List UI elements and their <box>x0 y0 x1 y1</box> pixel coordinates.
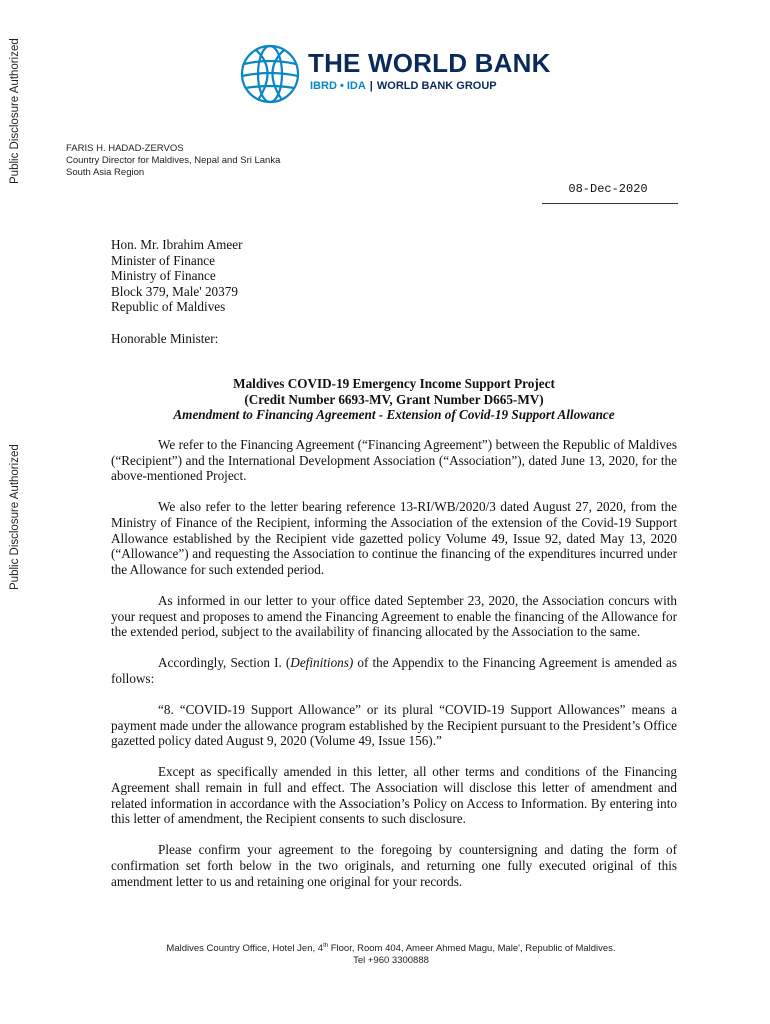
salutation: Honorable Minister: <box>111 331 219 346</box>
paragraph-4 <box>111 655 677 686</box>
paragraph-4-definitions: Definitions) <box>290 655 354 671</box>
subject-block <box>111 376 677 423</box>
brand-subtitle <box>310 80 497 92</box>
footer-address-end: Floor, Room 404, Ameer Ahmed Magu, Male', Republic of Maldives. <box>328 943 616 955</box>
world-bank-logo <box>238 40 558 130</box>
sender-block <box>66 143 280 179</box>
footer-tel: Tel +960 3300888 <box>353 955 429 967</box>
footer-address-sup: th <box>323 943 329 949</box>
sender-title: Country Director for Maldives, Nepal and Sri Lanka <box>66 155 281 166</box>
paragraph-1: We refer to the Financing Agreement (“Financing Agreement”) between the Republic of Maldives (“Recipient”) and the International Development Association (“Association”), dated June 13, 2020, for the above-mentioned Project. <box>111 437 677 484</box>
date-underline <box>542 203 678 204</box>
recipient-ministry: Ministry of Finance <box>111 268 216 284</box>
paragraph-4-start: Accordingly, Section I. ( <box>158 655 291 671</box>
recipient-address <box>111 237 242 315</box>
paragraph-4-end: of the Appendix to the Financing Agreement is amended as follows: <box>111 655 677 686</box>
brand-separator: | <box>369 80 373 92</box>
paragraph-2: We also refer to the letter bearing reference 13-RI/WB/2020/3 dated August 27, 2020, from the Ministry of Finance of the Recipient, informing the Association of the extension of the Covid-19 Support Allowance established by the Recipient vide gazetted policy Volume 49, Issue 92, dated May 13, 2020 (“Allowance”) and requesting the Association to continue the financing of the expenditures incurred under the Allowance for such extended period. <box>111 499 677 577</box>
paragraph-7: Please confirm your agreement to the foregoing by countersigning and dating the form of confirmation set forth below in the two originals, and returning one fully executed original of this amendment letter to us and retaining one original for your records. <box>111 842 677 889</box>
paragraph-3: As informed in our letter to your office dated September 23, 2020, the Association concurs with your request and proposes to amend the Financing Agreement to enable the financing of the Allowance for the extended period, subject to the availability of financing allocated by the Association to the same. <box>111 592 677 640</box>
subject-amendment: Amendment to Financing Agreement - Extension of Covid-19 Support Allowance <box>173 407 615 423</box>
recipient-position: Minister of Finance <box>111 252 216 268</box>
brand-name: THE WORLD BANK <box>308 48 551 78</box>
footer <box>66 940 716 967</box>
subject-credit: (Credit Number 6693-MV, Grant Number D665-MV) <box>244 391 544 407</box>
disclosure-label-middle: Public Disclosure Authorized <box>9 444 21 590</box>
footer-address <box>66 940 716 955</box>
recipient-name: Hon. Mr. Ibrahim Ameer <box>111 237 243 252</box>
disclosure-label-top: Public Disclosure Authorized <box>9 38 21 184</box>
recipient-block: Block 379, Male' 20379 <box>111 283 238 299</box>
subject-title: Maldives COVID-19 Emergency Income Support Project <box>233 376 555 391</box>
brand-ibrd-ida: IBRD • IDA <box>310 80 366 92</box>
recipient-country: Republic of Maldives <box>111 299 226 315</box>
globe-icon <box>238 40 302 106</box>
paragraph-6: Except as specifically amended in this letter, all other terms and conditions of the Financing Agreement shall remain in full and effect. The Association will disclose this letter of amendment and related information in accordance with the Association’s Policy on Access to Information. By entering into this letter of amendment, the Recipient consents to such disclosure. <box>111 764 677 827</box>
sender-name: FARIS H. HADAD-ZERVOS <box>66 143 184 154</box>
brand-group: WORLD BANK GROUP <box>376 80 497 92</box>
letter-body <box>111 437 677 905</box>
letter-date: 08-Dec-2020 <box>568 182 648 196</box>
paragraph-5: “8. “COVID-19 Support Allowance” or its plural “COVID-19 Support Allowances” means a payment made under the allowance program established by the Recipient pursuant to the President’s Office gazetted policy dated August 9, 2020 (Volume 49, Issue 156).” <box>111 702 677 749</box>
footer-address-start: Maldives Country Office, Hotel Jen, 4 <box>166 943 324 955</box>
sender-region: South Asia Region <box>66 167 145 178</box>
